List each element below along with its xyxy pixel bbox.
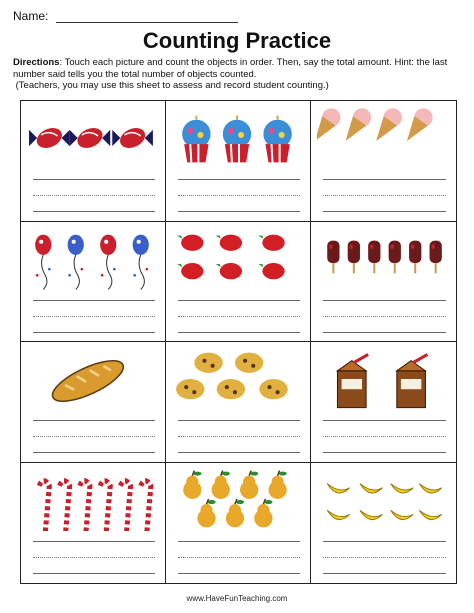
answer-line[interactable]: [33, 179, 155, 180]
dotted-line: [33, 436, 155, 437]
cell-cupcake: [166, 101, 311, 222]
cupcake-icon: [172, 107, 304, 169]
answer-line[interactable]: [323, 211, 446, 212]
cell-milk: [311, 342, 456, 463]
dotted-line: [178, 316, 300, 317]
ice-cream-cone-icon: [317, 107, 450, 169]
answer-line[interactable]: [323, 179, 446, 180]
dotted-line: [178, 195, 300, 196]
directions-text: : Touch each picture and count the objects in order. Then, say the total amount. Hint: the last number said tells you the total number of objects counted.: [13, 57, 448, 80]
name-field[interactable]: [56, 11, 238, 23]
answer-line[interactable]: [178, 179, 300, 180]
popsicle-icon: [317, 228, 450, 290]
answer-line[interactable]: [178, 541, 300, 542]
answer-line[interactable]: [323, 573, 446, 574]
answer-line[interactable]: [33, 541, 155, 542]
answer-line[interactable]: [33, 332, 155, 333]
answer-line[interactable]: [323, 300, 446, 301]
answer-line[interactable]: [323, 541, 446, 542]
dotted-line: [323, 557, 446, 558]
cell-strawberry: [166, 222, 311, 343]
footer-url: www.HaveFunTeaching.com: [186, 594, 288, 603]
answer-line[interactable]: [33, 420, 155, 421]
answer-line[interactable]: [178, 420, 300, 421]
cell-popsicle: [311, 222, 456, 343]
answer-line[interactable]: [178, 211, 300, 212]
candy-icon: [27, 107, 159, 169]
answer-line[interactable]: [323, 452, 446, 453]
dotted-line: [178, 436, 300, 437]
strawberry-icon: [172, 228, 304, 290]
answer-line[interactable]: [178, 573, 300, 574]
cookie-icon: [172, 348, 304, 410]
party-balloon-icon: [27, 228, 159, 290]
name-row: [13, 9, 238, 23]
bread-loaf-icon: [27, 348, 159, 410]
cell-candy-cane: [21, 463, 166, 584]
dotted-line: [33, 195, 155, 196]
dotted-line: [323, 316, 446, 317]
candy-cane-icon: [27, 469, 159, 531]
name-label: Name:: [13, 9, 49, 23]
dotted-line: [33, 316, 155, 317]
answer-line[interactable]: [178, 300, 300, 301]
answer-line[interactable]: [323, 332, 446, 333]
page-title: Counting Practice: [142, 28, 332, 53]
directions-lead: Directions: [13, 57, 60, 68]
cell-balloon: [21, 222, 166, 343]
cell-bread: [21, 342, 166, 463]
dotted-line: [178, 557, 300, 558]
cell-pear: [166, 463, 311, 584]
answer-line[interactable]: [33, 300, 155, 301]
dotted-line: [323, 195, 446, 196]
cell-banana: [311, 463, 456, 584]
cell-candy: [21, 101, 166, 222]
cell-cookie: [166, 342, 311, 463]
answer-line[interactable]: [33, 452, 155, 453]
answer-line[interactable]: [33, 573, 155, 574]
answer-line[interactable]: [33, 211, 155, 212]
dotted-line: [33, 557, 155, 558]
dotted-line: [323, 436, 446, 437]
milk-carton-icon: [317, 348, 450, 410]
cell-ice-cream: [311, 101, 456, 222]
answer-line[interactable]: [323, 420, 446, 421]
counting-grid: [20, 100, 457, 584]
directions: [13, 57, 465, 92]
teacher-note: (Teachers, you may use this sheet to assess and record student counting.): [15, 80, 329, 91]
answer-line[interactable]: [178, 452, 300, 453]
pear-icon: [172, 469, 304, 531]
banana-icon: [317, 469, 450, 531]
answer-line[interactable]: [178, 332, 300, 333]
